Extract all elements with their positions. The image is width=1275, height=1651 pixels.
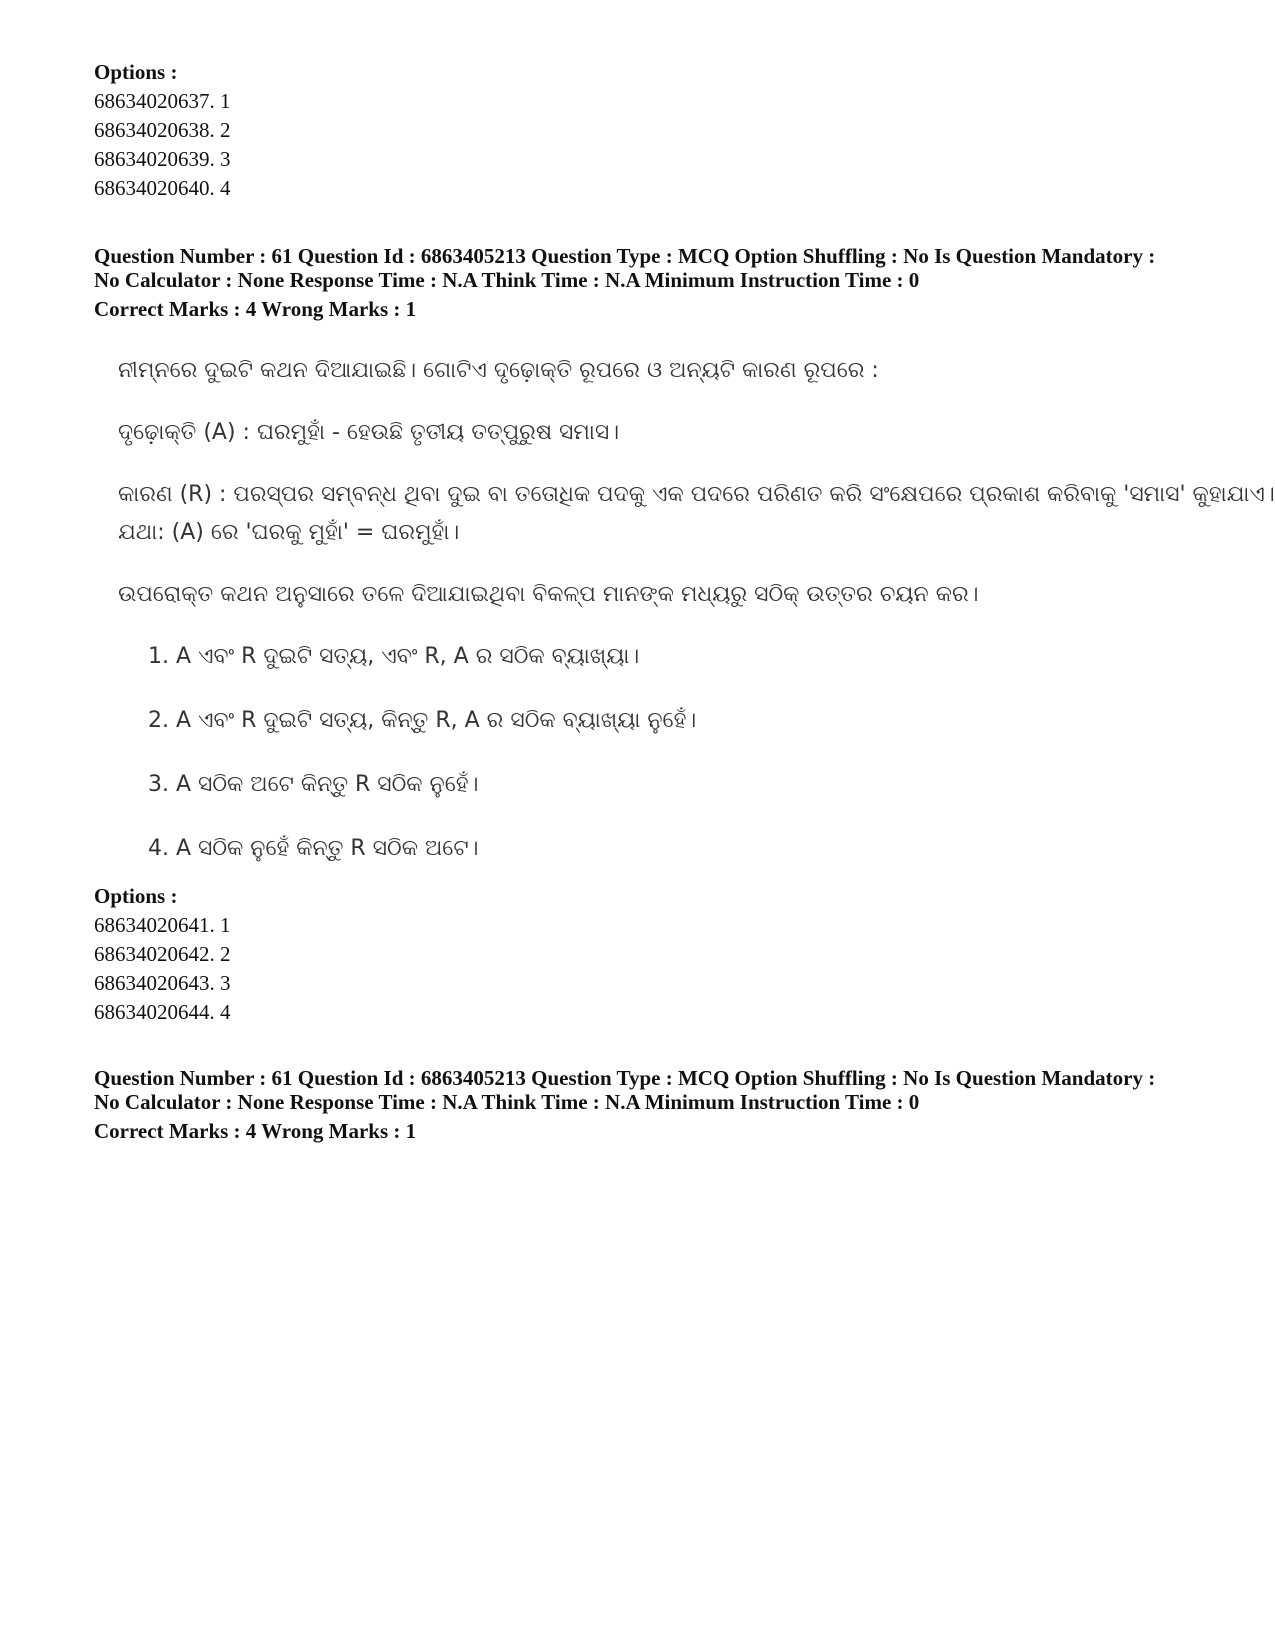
question-meta-line-2: No Calculator : None Response Time : N.A Think Time : N.A Minimum Instruction Time : 0 <box>94 1090 920 1114</box>
option-item: 68634020643. 3 <box>94 971 231 995</box>
question-meta-line-1: Question Number : 61 Question Id : 6863405213 Question Type : MCQ Option Shuffling : No Is Question Mandatory : <box>94 244 1156 268</box>
question-choice: 2. A ଏବଂ R ଦୁଇଟି ସତ୍ୟ, କିନ୍ତୁ R, A ର ସଠିକ ବ୍ୟାଖ୍ୟା ନୁହେଁ। <box>148 708 697 733</box>
options-block-top <box>94 58 1215 203</box>
question-meta-line-2: No Calculator : None Response Time : N.A Think Time : N.A Minimum Instruction Time : 0 <box>94 268 920 292</box>
question-choice: 1. A ଏବଂ R ଦୁଇଟି ସତ୍ୟ, ଏବଂ R, A ର ସଠିକ ବ୍ୟାଖ୍ୟା। <box>148 644 640 669</box>
option-item: 68634020637. 1 <box>94 89 231 113</box>
question-meta-line-1: Question Number : 61 Question Id : 6863405213 Question Type : MCQ Option Shuffling : No Is Question Mandatory : <box>94 1066 1156 1090</box>
question-instruction: ଉପରୋକ୍ତ କଥନ ଅନୁସାରେ ତଳେ ଦିଆଯାଇଥିବା ବିକଳ୍ପ ମାନଙ୍କ ମଧ୍ୟରୁ ସଠିକ୍ ଉତ୍ତର ଚୟନ କର। <box>118 582 979 607</box>
option-item: 68634020642. 2 <box>94 942 231 966</box>
question-meta-block <box>94 244 1215 321</box>
question-marks: Correct Marks : 4 Wrong Marks : 1 <box>94 1119 417 1143</box>
option-item: 68634020638. 2 <box>94 118 231 142</box>
option-item: 68634020644. 4 <box>94 1000 231 1024</box>
option-item: 68634020640. 4 <box>94 176 231 200</box>
options-heading: Options : <box>94 60 178 84</box>
question-marks: Correct Marks : 4 Wrong Marks : 1 <box>94 297 417 321</box>
options-block-bottom <box>94 882 1215 1027</box>
question-intro: ନୀମ୍ନରେ ଦୁଇଟି କଥନ ଦିଆଯାଇଛି। ଗୋଟିଏ ଦୃଢ଼ୋକ୍ତି ରୂପରେ ଓ ଅନ୍ୟଟି କାରଣ ରୂପରେ : <box>118 358 879 383</box>
question-choice: 4. A ସଠିକ ନୁହେଁ କିନ୍ତୁ R ସଠିକ ଅଟେ। <box>148 836 479 861</box>
option-item: 68634020641. 1 <box>94 913 231 937</box>
question-reason: କାରଣ (R) : ପରସ୍ପର ସମ୍ବନ୍ଧ ଥିବା ଦୁଇ ବା ତତୋଧିକ ପଦକୁ ଏକ ପଦରେ ପରିଣତ କରି ସଂକ୍ଷେପରେ ପ୍ରକାଶ କରିବାକୁ 'ସମାସ' କୁହାଯାଏ। <box>118 482 1275 507</box>
option-item: 68634020639. 3 <box>94 147 231 171</box>
options-heading: Options : <box>94 884 178 908</box>
question-choice: 3. A ସଠିକ ଅଟେ କିନ୍ତୁ R ସଠିକ ନୁହେଁ। <box>148 772 479 797</box>
question-meta-block <box>94 1066 1215 1143</box>
question-reason-example: ଯଥା: (A) ରେ 'ଘରକୁ ମୁହାଁ' = ଘରମୁହାଁ। <box>118 520 460 545</box>
question-body <box>118 352 1275 896</box>
question-assertion: ଦୃଢ଼ୋକ୍ତି (A) : ଘରମୁହାଁ - ହେଉଛି ତୃତୀୟ ତତ୍ପୁରୁଷ ସମାସ। <box>118 420 620 445</box>
